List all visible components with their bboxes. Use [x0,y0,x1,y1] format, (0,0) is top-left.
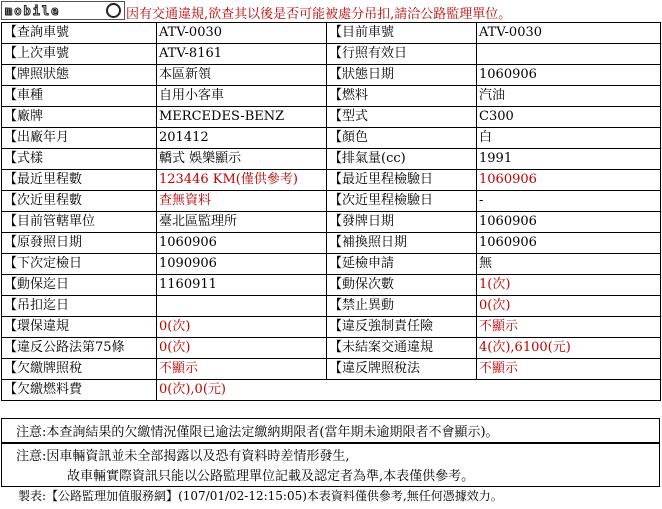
field-value: - [477,191,661,212]
field-label: 【未結案交通違規 [327,338,477,359]
note-line-2: 注意:因車輛資訊並未全部揭露以及恐有資料時差情形發生, [16,449,350,464]
field-label: 【下次定檢日 [2,254,157,275]
field-value: 白 [477,128,661,149]
field-value [157,296,327,317]
field-label: 【廠牌 [2,107,157,128]
field-value: 1060906 [477,212,661,233]
footer-disclaimer: 本表資料僅供參考,無任何憑據效力。 [306,489,503,503]
footer-timestamp: (107/01/02-12:15:05) [178,489,307,503]
field-label: 【欠繳燃料費 [2,380,157,401]
vehicle-info-table [1,22,661,401]
field-label: 【吊扣迄日 [2,296,157,317]
field-label: 【排氣量(cc) [327,149,477,170]
field-value: 1(次) [477,275,661,296]
field-label: 【延檢申請 [327,254,477,275]
field-value: 1060906 [477,65,661,86]
field-value: 不顯示 [157,359,327,380]
field-label: 【顏色 [327,128,477,149]
table-row [2,254,661,275]
field-value [477,44,661,65]
field-label: 【原發照日期 [2,233,157,254]
field-value: 1090906 [157,254,327,275]
table-row [2,380,661,401]
field-value: ATV-0030 [157,23,327,44]
field-value: 1160911 [157,275,327,296]
field-value: 0(次) [157,338,327,359]
table-row [2,128,661,149]
field-label: 【行照有效日 [327,44,477,65]
field-value: ATV-0030 [477,23,661,44]
field-value: 123446 KM(僅供參考) [157,170,327,191]
field-label: 【違反公路法第75條 [2,338,157,359]
field-label: 【最近里程檢驗日 [327,170,477,191]
table-row [2,191,661,212]
field-value: 臺北區監理所 [157,212,327,233]
field-value: 1060906 [157,233,327,254]
field-label: 【上次車號 [2,44,157,65]
logo-text: mobile [5,3,61,18]
field-value: 無 [477,254,661,275]
footer-service-link[interactable]: 【公路監理加值服務網】 [46,489,179,503]
table-row [2,275,661,296]
field-label: 【動保次數 [327,275,477,296]
field-label: 【次近里程檢驗日 [327,191,477,212]
field-label: 【查詢車號 [2,23,157,44]
field-label: 【次近里程數 [2,191,157,212]
table-row [2,296,661,317]
note-line-3: 故車輛實際資訊只能以公路監理單位記載及認定者為準,本表僅供參考。 [67,469,475,484]
field-value: 查無資料 [157,191,327,212]
footer-prefix: 製表: [18,489,47,503]
violation-notice: 因有交通違規,欲查其以後是否可能被處分吊扣,請洽公路監理單位。 [126,7,512,22]
field-label: 【最近里程數 [2,170,157,191]
field-value: 1991 [477,149,661,170]
field-value: 0(次),0(元) [157,380,661,401]
table-row [2,233,661,254]
field-value: ATV-8161 [157,44,327,65]
table-row [2,149,661,170]
table-row [2,107,661,128]
field-value: 1060906 [477,233,661,254]
table-row [2,359,661,380]
note-line-1: 注意:本查詢結果的欠繳情況僅限已逾法定繳納期限者(當年期未逾期限者不會顯示)。 [16,425,499,440]
field-label: 【目前管轄單位 [2,212,157,233]
field-value: 本區新領 [157,65,327,86]
field-label: 【環保違規 [2,317,157,338]
table-row [2,86,661,107]
field-value: 不顯示 [477,317,661,338]
field-label: 【目前車號 [327,23,477,44]
field-value: 0(次) [157,317,327,338]
field-value: 1060906 [477,170,661,191]
field-label: 【燃料 [327,86,477,107]
table-row [2,317,661,338]
field-value: 轎式 娛樂顯示 [157,149,327,170]
logo-emblem-icon [106,3,121,18]
field-value: 0(次) [477,296,661,317]
field-label: 【違反牌照稅法 [327,359,477,380]
field-label: 【出廠年月 [2,128,157,149]
field-value: 201412 [157,128,327,149]
field-label: 【違反強制責任險 [327,317,477,338]
field-label: 【動保迄日 [2,275,157,296]
table-row [2,23,661,44]
field-label: 【禁止異動 [327,296,477,317]
table-row [2,65,661,86]
table-row [2,44,661,65]
field-value: 自用小客車 [157,86,327,107]
field-value: MERCEDES-BENZ [157,107,327,128]
field-label: 【發牌日期 [327,212,477,233]
field-label: 【式樣 [2,149,157,170]
footer [18,487,503,504]
field-label: 【補換照日期 [327,233,477,254]
field-label: 【欠繳牌照稅 [2,359,157,380]
field-value: 汽油 [477,86,661,107]
mobile-logo [1,1,125,20]
table-row [2,212,661,233]
field-value: C300 [477,107,661,128]
field-label: 【車種 [2,86,157,107]
field-value: 4(次),6100(元) [477,338,661,359]
field-label: 【牌照狀態 [2,65,157,86]
table-row [2,338,661,359]
table-row [2,170,661,191]
field-label: 【狀態日期 [327,65,477,86]
field-value: 不顯示 [477,359,661,380]
field-label: 【型式 [327,107,477,128]
top-bar [0,0,662,22]
